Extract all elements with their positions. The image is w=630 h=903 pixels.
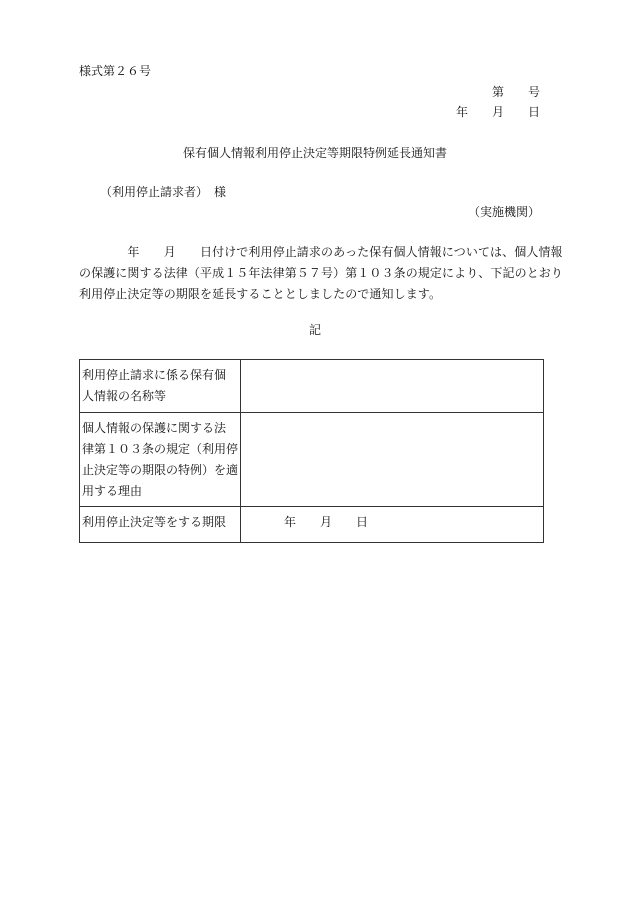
label-line: 人情報の名称等	[82, 389, 167, 403]
notice-body-line: 年 月 日付けで利用停止請求のあった保有個人情報については、個人情報	[79, 245, 563, 259]
label-line: 個人情報の保護に関する法	[82, 421, 227, 435]
row-label-reason	[80, 413, 241, 507]
document-date-line: 年 月 日	[455, 105, 540, 119]
row-value-reason	[241, 413, 544, 507]
label-line: 利用停止請求に係る保有個	[82, 368, 227, 382]
label-line: 利用停止決定等をする期限	[82, 515, 227, 529]
document-title: 保有個人情報利用停止決定等期限特例延長通知書	[182, 146, 447, 160]
table-row	[80, 360, 544, 413]
document-number-line: 第 号	[491, 85, 540, 99]
row-value-deadline: 年 月 日	[241, 507, 544, 543]
recipient-line: （利用停止請求者） 様	[100, 185, 227, 199]
notice-body-line: の保護に関する法律（平成１５年法律第５７号）第１０３条の規定により、下記のとおり	[79, 266, 564, 280]
row-value-request-info	[241, 360, 544, 413]
details-table	[79, 359, 544, 543]
issuing-agency: （実施機関）	[467, 205, 540, 219]
form-number: 様式第２６号	[79, 64, 152, 78]
row-label-deadline	[80, 507, 241, 543]
table-row	[80, 413, 544, 507]
label-line: 律第１０３条の規定（利用停	[82, 442, 239, 456]
notice-body-line: 利用停止決定等の期限を延長することとしましたので通知します。	[79, 287, 442, 301]
table-row	[80, 507, 544, 543]
label-line: 止決定等の期限の特例）を適	[82, 463, 239, 477]
notice-body	[79, 242, 564, 305]
row-label-request-info	[80, 360, 241, 413]
ki-heading: 記	[308, 323, 321, 337]
label-line: 用する理由	[82, 484, 143, 498]
